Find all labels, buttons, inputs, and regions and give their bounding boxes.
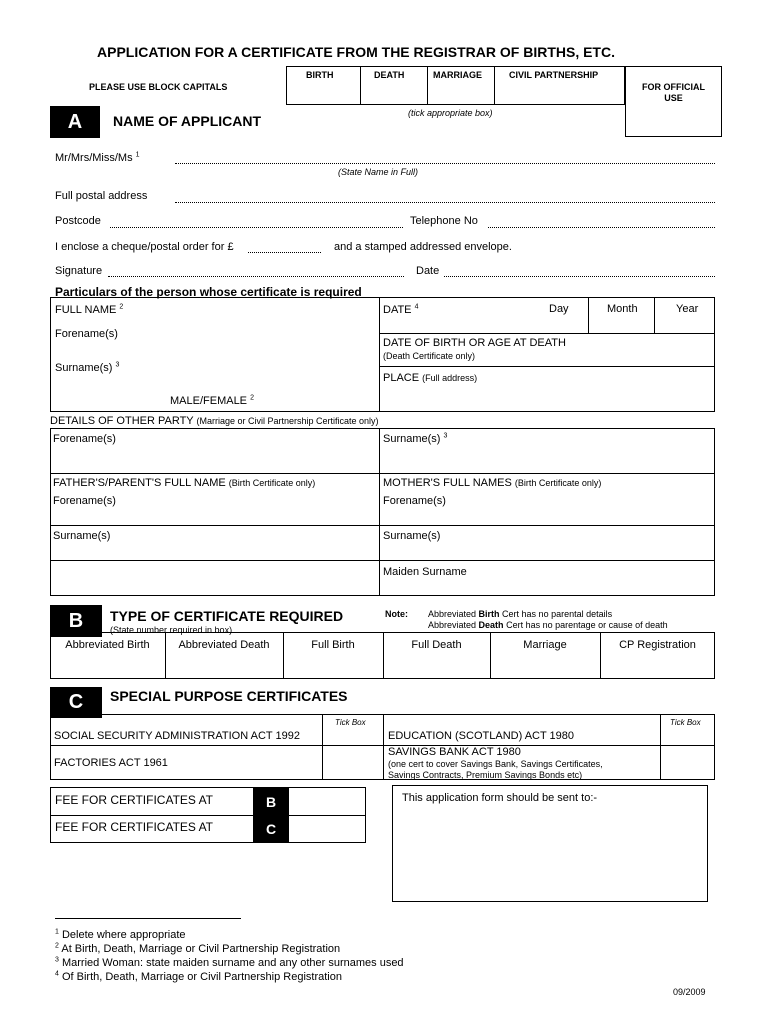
section-a-marker: A [50,106,100,138]
envelope-label: and a stamped addressed envelope. [334,241,512,253]
social-security-act-label: SOCIAL SECURITY ADMINISTRATION ACT 1992 [54,730,300,742]
official-use-label: FOR OFFICIAL USE [642,82,705,103]
footnote-rule [55,918,241,919]
form-title: APPLICATION FOR A CERTIFICATE FROM THE REGISTRAR OF BIRTHS, ETC. [97,44,615,60]
block-capitals-note: PLEASE USE BLOCK CAPITALS [89,82,228,92]
col-cp-registration: CP Registration [619,639,696,651]
state-name-note: (State Name in Full) [338,167,419,177]
input-cp-registration[interactable] [601,654,714,678]
maiden-surname-label: Maiden Surname [383,566,467,578]
footnote-2: $^2$ At Birth, Death, Marriage or Civil Partnership Registration [55,942,341,955]
date-field[interactable] [444,276,715,277]
input-abbreviated-death[interactable] [166,654,282,678]
postal-address-field[interactable] [175,202,715,203]
section-b-marker: B [50,605,102,637]
death-cert-only-note: (Death Certificate only) [383,351,476,361]
postcode-field[interactable] [110,227,403,228]
col-abbreviated-birth: Abbreviated Birth [65,639,150,651]
section-c-heading: SPECIAL PURPOSE CERTIFICATES [110,688,348,704]
col-marriage: Marriage [523,639,567,651]
tick-social-security[interactable] [323,728,382,744]
other-party-heading: DETAILS OF OTHER PARTY (Marriage or Civil Partnership Certificate only) [50,415,379,427]
input-full-birth[interactable] [284,654,382,678]
title-label: Mr/Mrs/Miss/Ms $^1$ [55,151,140,164]
male-female-label: MALE/FEMALE $^2$ [170,394,254,407]
forenames-label: Forename(s) [55,328,118,340]
cert-type-birth: BIRTH [306,70,334,80]
tick-box-header-right: Tick Box [670,718,701,727]
footnote-3: $^3$ Married Woman: state maiden surname and any other surnames used [55,956,404,969]
tick-factories[interactable] [323,746,382,779]
input-marriage[interactable] [491,654,599,678]
savings-note-1: (one cert to cover Savings Bank, Savings Certificates, [388,759,603,769]
enclose-label: I enclose a cheque/postal order for £ [55,241,234,253]
note-abbreviated-death: Abbreviated Death Cert has no parentage or cause of death [428,620,668,630]
place-label: PLACE (Full address) [383,372,478,384]
postal-address-label: Full postal address [55,190,148,202]
tick-appropriate-note: (tick appropriate box) [408,108,493,118]
tick-birth[interactable] [287,81,359,104]
factories-act-label: FACTORIES ACT 1961 [54,757,168,769]
year-label: Year [676,303,699,315]
fee-b-amount[interactable] [289,788,365,815]
input-full-death[interactable] [384,654,489,678]
other-forenames-label: Forename(s) [53,433,116,445]
enclose-amount-field[interactable] [248,252,321,253]
note-abbreviated-birth: Abbreviated Birth Cert has no parental details [428,609,613,619]
father-surnames-label: Surname(s) [53,530,111,542]
savings-bank-act-label: SAVINGS BANK ACT 1980 [388,746,521,758]
col-full-birth: Full Birth [311,639,355,651]
dob-age-label: DATE OF BIRTH OR AGE AT DEATH [383,337,566,349]
sent-to-label: This application form should be sent to:- [402,792,598,804]
telephone-field[interactable] [488,227,715,228]
tick-death[interactable] [361,81,426,104]
mother-name-label: MOTHER'S FULL NAMES (Birth Certificate only) [383,477,602,489]
date-label: Date [416,265,440,277]
section-a-heading: NAME OF APPLICANT [113,113,262,129]
fee-c-marker: C [254,816,288,842]
col-abbreviated-death: Abbreviated Death [178,639,270,651]
day-label: Day [549,303,569,315]
cert-type-death: DEATH [374,70,405,80]
reg-date-label: DATE $^4$ [383,303,419,316]
section-b-heading: TYPE OF CERTIFICATE REQUIRED [110,608,344,624]
tick-marriage[interactable] [428,81,493,104]
input-abbreviated-birth[interactable] [51,654,164,678]
particulars-heading: Particulars of the person whose certificate is required [55,285,362,299]
other-surnames-label: Surname(s) $^3$ [383,432,448,445]
footnote-1: $^1$ Delete where appropriate [55,928,186,941]
full-name-label: FULL NAME $^2$ [55,303,124,316]
fee-c-amount[interactable] [289,816,365,842]
tick-civil-partnership[interactable] [495,81,624,104]
education-act-label: EDUCATION (SCOTLAND) ACT 1980 [388,730,575,742]
postcode-label: Postcode [55,215,101,227]
form-version-date: 09/2009 [673,987,706,997]
tick-savings-bank[interactable] [661,746,714,779]
tick-education[interactable] [661,728,714,744]
fee-c-label: FEE FOR CERTIFICATES AT [55,820,214,834]
mother-forenames-label: Forename(s) [383,495,446,507]
section-b-sub: (State number required in box) [110,625,233,635]
telephone-label: Telephone No [410,215,478,227]
applicant-name-field[interactable] [175,163,715,164]
signature-label: Signature [55,265,103,277]
savings-note-2: Savings Contracts, Premium Savings Bonds etc) [388,770,583,780]
tick-box-header-left: Tick Box [335,718,366,727]
col-full-death: Full Death [411,639,462,651]
month-label: Month [607,303,638,315]
cert-type-marriage: MARRIAGE [433,70,482,80]
note-label: Note: [385,609,408,619]
footnote-4: $^4$ Of Birth, Death, Marriage or Civil Partnership Registration [55,970,342,983]
section-c-marker: C [50,687,102,718]
father-name-label: FATHER'S/PARENT'S FULL NAME (Birth Certificate only) [53,477,316,489]
fee-b-marker: B [254,788,288,815]
father-forenames-label: Forename(s) [53,495,116,507]
surnames-label: Surname(s) $^3$ [55,361,120,374]
mother-surnames-label: Surname(s) [383,530,441,542]
signature-field[interactable] [108,276,404,277]
fee-b-label: FEE FOR CERTIFICATES AT [55,793,214,807]
cert-type-civil-partnership: CIVIL PARTNERSHIP [509,70,599,80]
